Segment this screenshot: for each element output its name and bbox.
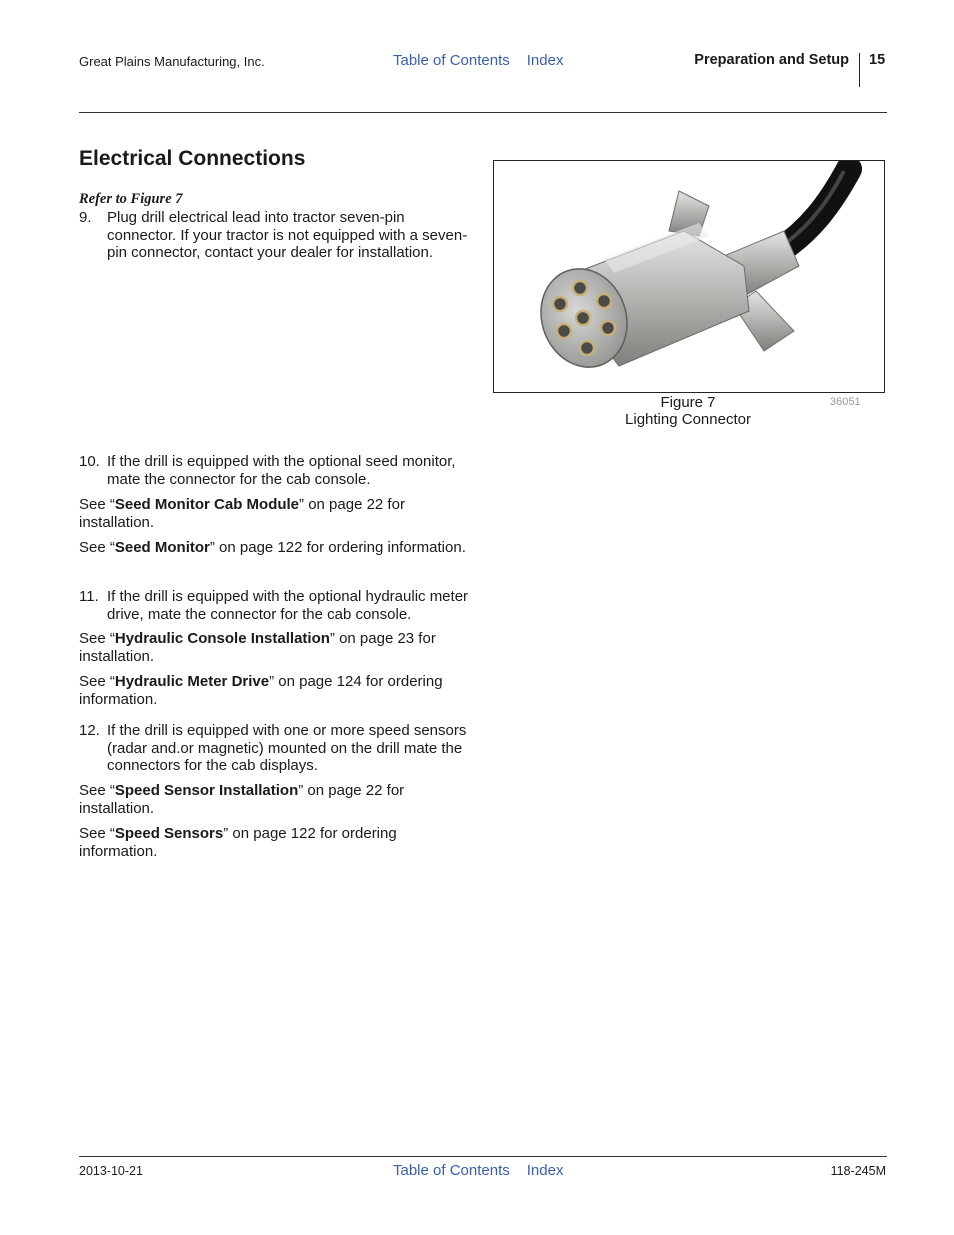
see-prefix: See “ bbox=[79, 825, 115, 842]
see-reference bbox=[79, 825, 474, 860]
footer-date: 2013-10-21 bbox=[79, 1164, 143, 1178]
see-suffix: ” on page 122 for ordering information. bbox=[79, 825, 397, 860]
see-reference bbox=[79, 496, 474, 531]
footer-index-link[interactable]: Index bbox=[526, 1162, 564, 1179]
toc-link[interactable]: Table of Contents bbox=[393, 52, 510, 69]
step-number: 9. bbox=[79, 209, 92, 226]
step-number: 11. bbox=[79, 588, 99, 605]
see-suffix: ” on page 22 for installation. bbox=[79, 782, 405, 817]
see-suffix: ” on page 22 for installation. bbox=[79, 496, 405, 531]
see-ref-title: Hydraulic Console Installation bbox=[114, 630, 330, 647]
footer-nav bbox=[393, 1162, 563, 1179]
section-title: Preparation and Setup bbox=[694, 52, 849, 68]
company-name: Great Plains Manufacturing, Inc. bbox=[79, 54, 265, 69]
step-9 bbox=[79, 209, 471, 262]
header-divider bbox=[859, 53, 860, 87]
figure-image-id: 36051 bbox=[830, 396, 861, 408]
step-10 bbox=[79, 453, 471, 488]
step-text: If the drill is equipped with one or more speed sensors (radar and.or magnetic) mounted on the drill mate the connectors for the cab displays. bbox=[107, 722, 467, 774]
footer-doc-number: 118-245M bbox=[830, 1164, 886, 1178]
header-rule bbox=[79, 112, 887, 113]
step-text: Plug drill electrical lead into tractor seven-pin connector. If your tractor is not equipped with a seven-pin connector, contact your dealer for installation. bbox=[107, 209, 468, 261]
footer-toc-link[interactable]: Table of Contents bbox=[393, 1162, 510, 1179]
step-text: If the drill is equipped with the optional seed monitor, mate the connector for the cab console. bbox=[107, 453, 456, 488]
see-prefix: See “ bbox=[79, 782, 115, 799]
step-text: If the drill is equipped with the optional hydraulic meter drive, mate the connector for the cab console. bbox=[107, 588, 469, 623]
see-ref-title: Seed Monitor bbox=[114, 539, 210, 556]
footer-rule bbox=[79, 1156, 887, 1157]
see-prefix: See “ bbox=[79, 630, 115, 647]
page-number: 15 bbox=[869, 52, 886, 68]
see-suffix: ” on page 23 for installation. bbox=[79, 630, 436, 665]
index-link[interactable]: Index bbox=[526, 52, 564, 69]
figure-caption: Lighting Connector bbox=[625, 411, 751, 428]
see-suffix: ” on page 122 for ordering information. bbox=[209, 539, 466, 556]
see-reference bbox=[79, 630, 474, 665]
see-ref-title: Seed Monitor Cab Module bbox=[114, 496, 300, 513]
page-title: Electrical Connections bbox=[79, 147, 306, 170]
figure-image bbox=[493, 160, 885, 393]
figure-reference: Refer to Figure 7 bbox=[79, 191, 183, 207]
see-reference bbox=[79, 673, 474, 708]
figure-label: Figure 7 bbox=[660, 394, 716, 411]
step-11 bbox=[79, 588, 471, 623]
lighting-connector-icon bbox=[494, 161, 884, 392]
see-ref-title: Hydraulic Meter Drive bbox=[114, 673, 270, 690]
step-12 bbox=[79, 722, 471, 775]
see-ref-title: Speed Sensor Installation bbox=[114, 782, 299, 799]
see-prefix: See “ bbox=[79, 496, 115, 513]
see-reference bbox=[79, 782, 474, 817]
see-prefix: See “ bbox=[79, 539, 115, 556]
step-number: 10. bbox=[79, 453, 100, 470]
see-suffix: ” on page 124 for ordering information. bbox=[79, 673, 443, 708]
see-ref-title: Speed Sensors bbox=[114, 825, 224, 842]
header-nav bbox=[393, 52, 563, 69]
see-prefix: See “ bbox=[79, 673, 115, 690]
see-reference bbox=[79, 539, 474, 557]
step-number: 12. bbox=[79, 722, 100, 739]
